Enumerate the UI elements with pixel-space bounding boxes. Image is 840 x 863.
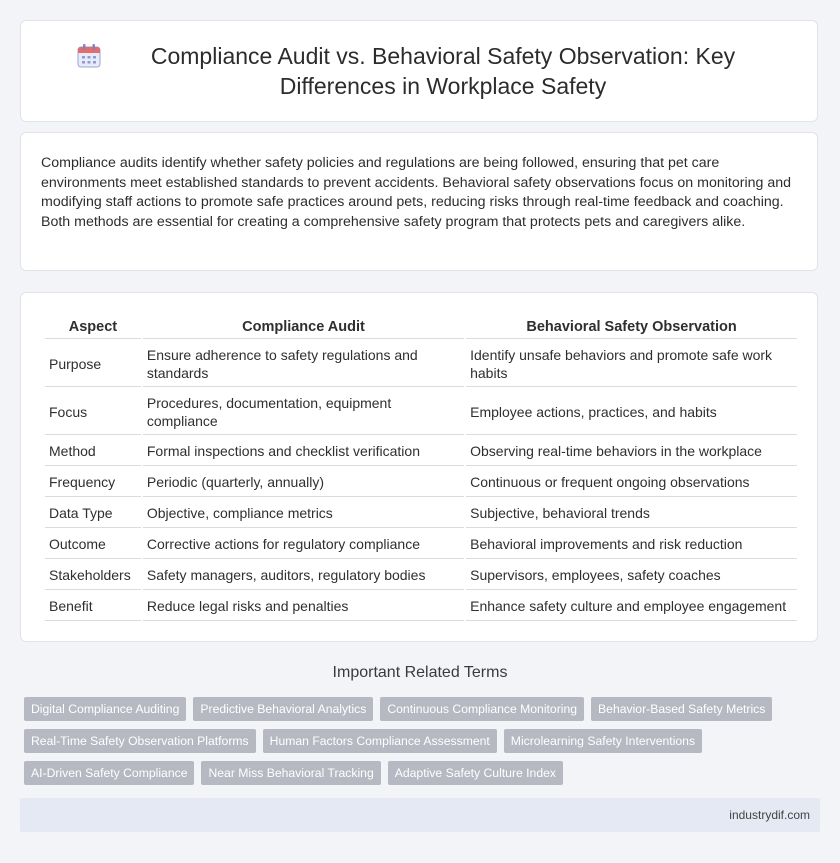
row-behavioral-observation: Employee actions, practices, and habits — [466, 389, 797, 435]
comparison-table-card — [20, 292, 818, 642]
footer-bar — [20, 798, 820, 832]
table-row — [45, 437, 797, 466]
tag-link[interactable]: Adaptive Safety Culture Index — [388, 761, 563, 785]
tag-link[interactable]: Behavior-Based Safety Metrics — [591, 697, 772, 721]
related-terms-tags — [24, 697, 824, 793]
row-compliance-audit: Objective, compliance metrics — [143, 499, 464, 528]
row-behavioral-observation: Subjective, behavioral trends — [466, 499, 797, 528]
table-row — [45, 468, 797, 497]
row-behavioral-observation: Identify unsafe behaviors and promote safe work habits — [466, 341, 797, 387]
header-behavioral-safety-observation: Behavioral Safety Observation — [466, 315, 797, 339]
table-row — [45, 499, 797, 528]
tag-row — [24, 697, 824, 721]
tag-link[interactable]: Digital Compliance Auditing — [24, 697, 186, 721]
table-row — [45, 341, 797, 387]
tag-link[interactable]: Real-Time Safety Observation Platforms — [24, 729, 256, 753]
comparison-table — [43, 313, 799, 623]
tag-link[interactable]: AI-Driven Safety Compliance — [24, 761, 194, 785]
tag-link[interactable]: Microlearning Safety Interventions — [504, 729, 702, 753]
related-terms-title: Important Related Terms — [332, 664, 508, 681]
row-behavioral-observation: Continuous or frequent ongoing observations — [466, 468, 797, 497]
row-compliance-audit: Procedures, documentation, equipment compliance — [143, 389, 464, 435]
row-behavioral-observation: Behavioral improvements and risk reduction — [466, 530, 797, 559]
intro-paragraph: Compliance audits identify whether safety policies and regulations are being followed, ensuring that pet care environments meet established standards to prevent accidents. Behavioral safety observations focus on monitoring and modifying staff actions to promote safe practices around pets, reducing risks through real-time feedback and coaching. Both methods are essential for creating a comprehensive safety program that protects pets and caregivers alike. — [41, 155, 791, 230]
footer-site-link[interactable]: industrydif.com — [729, 808, 810, 822]
header-aspect: Aspect — [45, 315, 141, 339]
intro-card — [20, 132, 818, 271]
row-compliance-audit: Ensure adherence to safety regulations and standards — [143, 341, 464, 387]
row-compliance-audit: Safety managers, auditors, regulatory bodies — [143, 561, 464, 590]
calendar-icon — [75, 42, 103, 70]
tag-link[interactable]: Continuous Compliance Monitoring — [380, 697, 584, 721]
title-card — [20, 20, 818, 122]
row-behavioral-observation: Observing real-time behaviors in the workplace — [466, 437, 797, 466]
title-wrap — [75, 41, 763, 101]
row-compliance-audit: Corrective actions for regulatory compliance — [143, 530, 464, 559]
table-header-row — [45, 315, 797, 339]
tag-row — [24, 729, 824, 753]
tag-link[interactable]: Near Miss Behavioral Tracking — [201, 761, 380, 785]
row-aspect: Frequency — [45, 468, 141, 497]
table-row — [45, 530, 797, 559]
row-compliance-audit: Formal inspections and checklist verification — [143, 437, 464, 466]
row-aspect: Stakeholders — [45, 561, 141, 590]
row-behavioral-observation: Supervisors, employees, safety coaches — [466, 561, 797, 590]
page-title: Compliance Audit vs. Behavioral Safety Observation: Key Differences in Workplace Safety — [150, 43, 736, 99]
row-aspect: Focus — [45, 389, 141, 435]
row-compliance-audit: Reduce legal risks and penalties — [143, 592, 464, 621]
row-aspect: Outcome — [45, 530, 141, 559]
tag-link[interactable]: Human Factors Compliance Assessment — [263, 729, 497, 753]
tag-link[interactable]: Predictive Behavioral Analytics — [193, 697, 373, 721]
table-row — [45, 389, 797, 435]
table-row — [45, 561, 797, 590]
tag-row — [24, 761, 824, 785]
header-compliance-audit: Compliance Audit — [143, 315, 464, 339]
row-aspect: Method — [45, 437, 141, 466]
row-aspect: Data Type — [45, 499, 141, 528]
table-row — [45, 592, 797, 621]
row-aspect: Purpose — [45, 341, 141, 387]
row-behavioral-observation: Enhance safety culture and employee engagement — [466, 592, 797, 621]
row-compliance-audit: Periodic (quarterly, annually) — [143, 468, 464, 497]
row-aspect: Benefit — [45, 592, 141, 621]
